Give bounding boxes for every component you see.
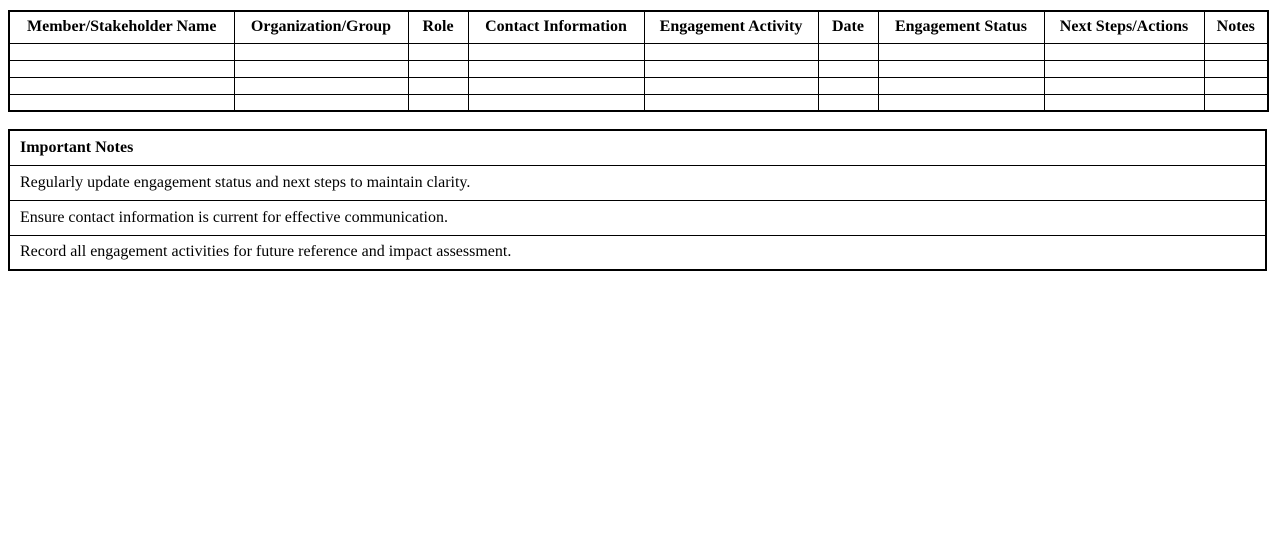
empty-cell[interactable] — [9, 60, 234, 77]
table-row — [9, 43, 1268, 60]
table-row — [9, 94, 1268, 111]
note-text: Regularly update engagement status and next steps to maintain clarity. — [9, 165, 1266, 200]
column-header-notes: Notes — [1204, 11, 1268, 43]
table-row — [9, 60, 1268, 77]
column-header-date: Date — [818, 11, 878, 43]
stakeholder-table-header-row — [9, 11, 1268, 43]
table-row — [9, 77, 1268, 94]
empty-cell[interactable] — [644, 43, 818, 60]
empty-cell[interactable] — [644, 77, 818, 94]
empty-cell[interactable] — [1204, 60, 1268, 77]
note-row — [9, 165, 1266, 200]
empty-cell[interactable] — [234, 94, 408, 111]
empty-cell[interactable] — [234, 60, 408, 77]
empty-cell[interactable] — [234, 77, 408, 94]
empty-cell[interactable] — [1044, 43, 1204, 60]
column-header-member-stakeholder-name: Member/Stakeholder Name — [9, 11, 234, 43]
empty-cell[interactable] — [408, 60, 468, 77]
empty-cell[interactable] — [644, 60, 818, 77]
empty-cell[interactable] — [818, 77, 878, 94]
document-page — [0, 10, 1278, 550]
empty-cell[interactable] — [468, 60, 644, 77]
column-header-role: Role — [408, 11, 468, 43]
important-notes-table — [8, 129, 1267, 271]
empty-cell[interactable] — [9, 94, 234, 111]
note-text: Ensure contact information is current for effective communication. — [9, 200, 1266, 235]
empty-cell[interactable] — [408, 94, 468, 111]
empty-cell[interactable] — [408, 43, 468, 60]
empty-cell[interactable] — [1044, 60, 1204, 77]
note-text: Record all engagement activities for future reference and impact assessment. — [9, 235, 1266, 270]
empty-cell[interactable] — [1204, 77, 1268, 94]
empty-cell[interactable] — [644, 94, 818, 111]
empty-cell[interactable] — [9, 43, 234, 60]
empty-cell[interactable] — [818, 60, 878, 77]
empty-cell[interactable] — [468, 94, 644, 111]
empty-cell[interactable] — [468, 77, 644, 94]
empty-cell[interactable] — [468, 43, 644, 60]
column-header-engagement-status: Engagement Status — [878, 11, 1044, 43]
empty-cell[interactable] — [878, 94, 1044, 111]
empty-cell[interactable] — [878, 43, 1044, 60]
empty-cell[interactable] — [1044, 94, 1204, 111]
column-header-next-steps-actions: Next Steps/Actions — [1044, 11, 1204, 43]
empty-cell[interactable] — [1204, 43, 1268, 60]
empty-cell[interactable] — [878, 60, 1044, 77]
empty-cell[interactable] — [878, 77, 1044, 94]
empty-cell[interactable] — [818, 43, 878, 60]
empty-cell[interactable] — [9, 77, 234, 94]
column-header-engagement-activity: Engagement Activity — [644, 11, 818, 43]
empty-cell[interactable] — [818, 94, 878, 111]
stakeholder-engagement-table — [8, 10, 1269, 112]
empty-cell[interactable] — [1044, 77, 1204, 94]
empty-cell[interactable] — [234, 43, 408, 60]
empty-cell[interactable] — [408, 77, 468, 94]
note-row — [9, 235, 1266, 270]
important-notes-title: Important Notes — [9, 130, 1266, 165]
note-row — [9, 200, 1266, 235]
empty-cell[interactable] — [1204, 94, 1268, 111]
important-notes-header-row — [9, 130, 1266, 165]
column-header-organization-group: Organization/Group — [234, 11, 408, 43]
column-header-contact-information: Contact Information — [468, 11, 644, 43]
